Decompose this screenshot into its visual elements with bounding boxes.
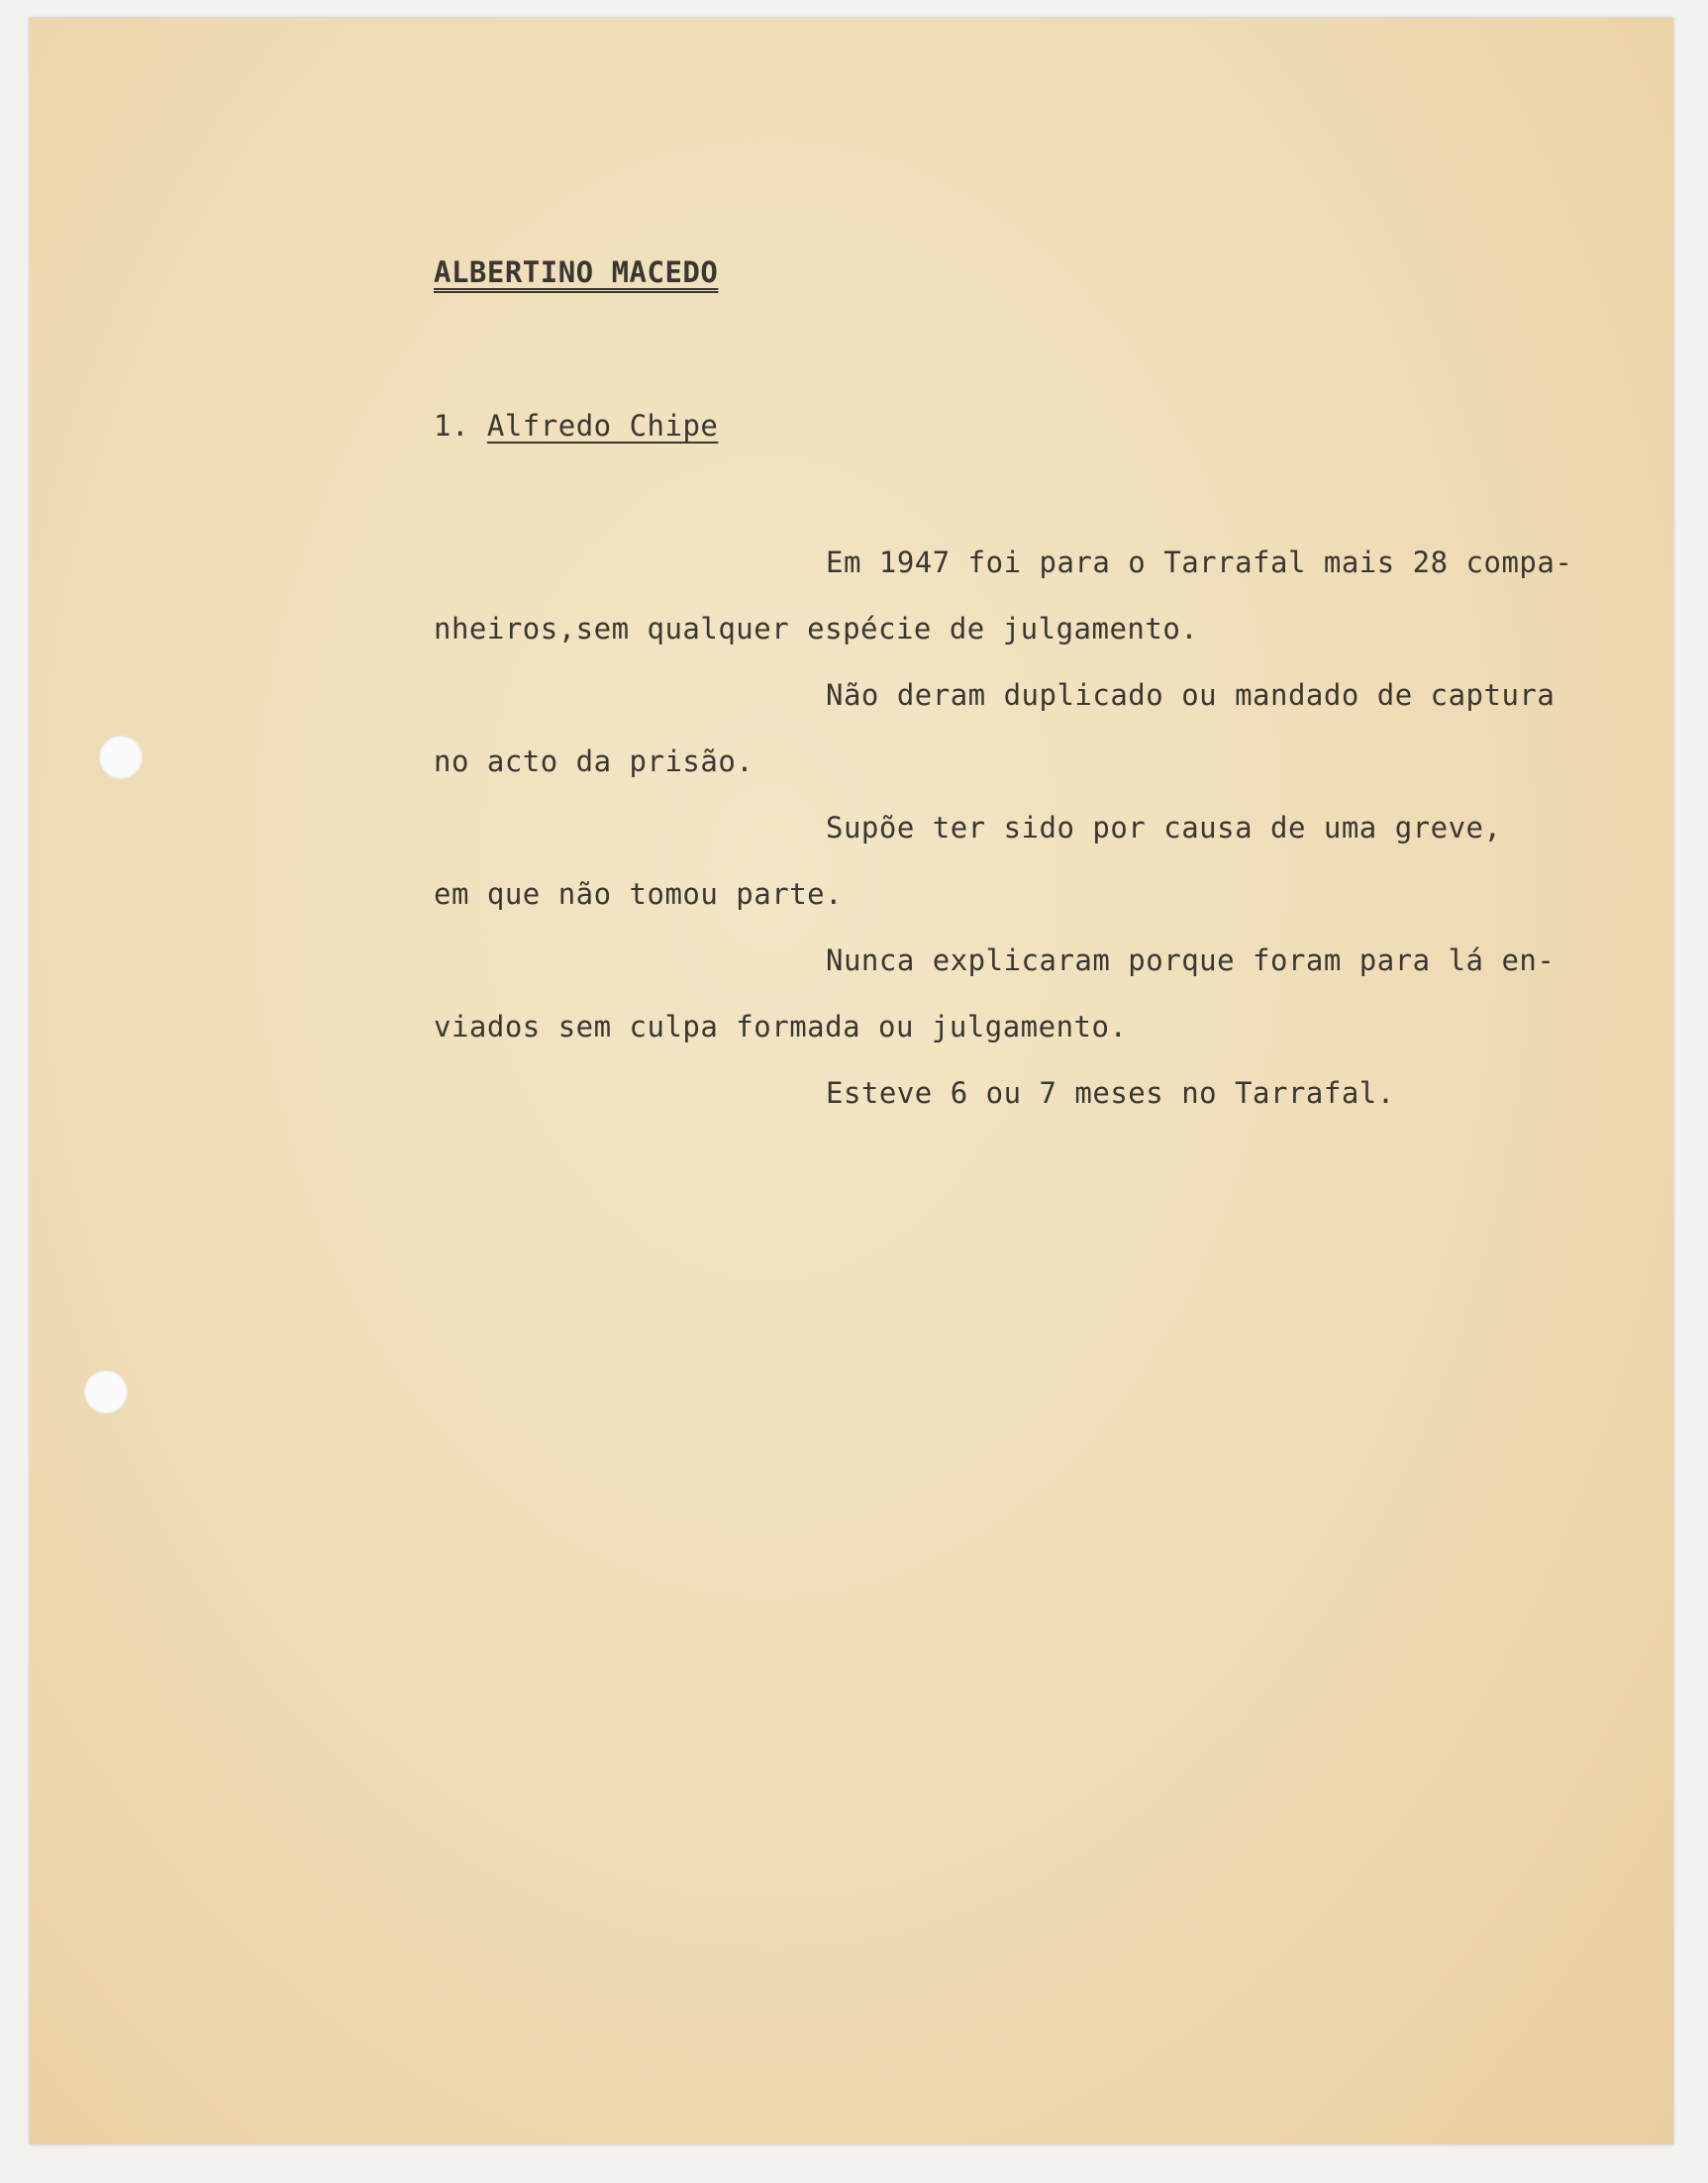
paragraph-line: Esteve 6 ou 7 meses no Tarrafal. [826, 1076, 1395, 1110]
entry-name: Alfredo Chipe [486, 409, 719, 443]
paragraph-line: Não deram duplicado ou mandado de captura [826, 678, 1556, 712]
paragraph-line: Supõe ter sido por causa de uma greve, [826, 811, 1502, 844]
paragraph-line: Nunca explicaram porque foram para lá en- [826, 943, 1556, 977]
entry-number: 1. [434, 409, 469, 443]
paragraph-line: viados sem culpa formada ou julgamento. [434, 1010, 1128, 1043]
entry-heading [434, 409, 718, 443]
paragraph-line: Em 1947 foi para o Tarrafal mais 28 compa- [826, 546, 1573, 579]
paragraph-line: no acto da prisão. [434, 744, 754, 778]
punch-hole-bottom [84, 1370, 128, 1414]
paragraph-line: em que não tomou parte. [434, 877, 844, 911]
punch-hole-top [99, 736, 143, 779]
document-page [30, 18, 1673, 2144]
paragraph-line: nheiros,sem qualquer espécie de julgamento. [434, 612, 1199, 645]
document-title: ALBERTINO MACEDO [434, 255, 719, 289]
